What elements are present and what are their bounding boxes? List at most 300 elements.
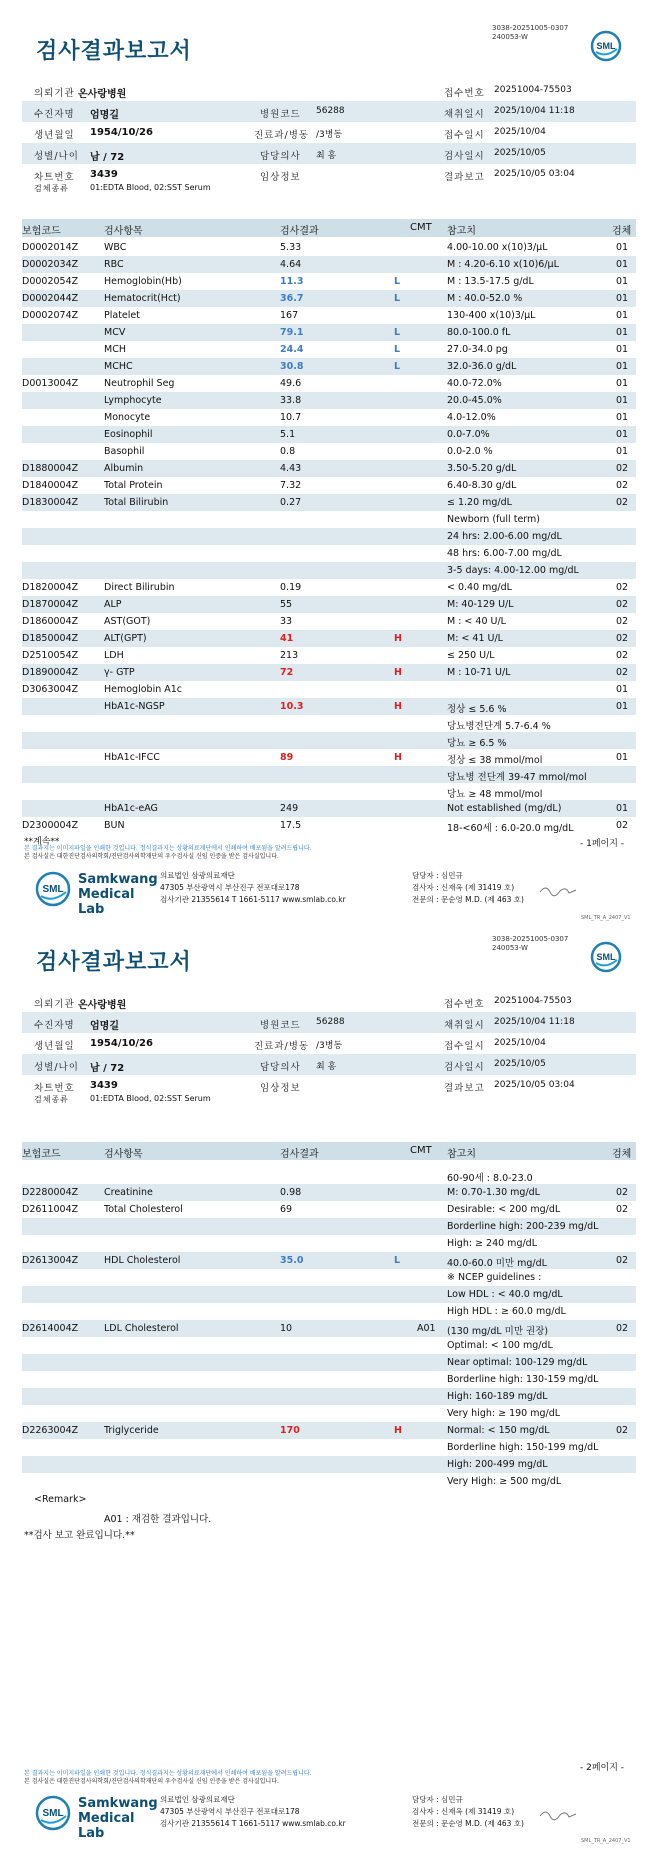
specimen-code: 01 <box>616 242 629 253</box>
reference-range: 6.40-8.30 g/dL <box>447 480 517 491</box>
test-name: Total Cholesterol <box>104 1204 183 1215</box>
label-ward: 진료과/병동 <box>254 1041 310 1052</box>
reference-range: Desirable: < 200 mg/dL <box>447 1204 561 1215</box>
hospital-name: 온사랑병원 <box>78 89 127 100</box>
test-result: 249 <box>280 803 299 814</box>
report-complete: **검사 보고 완료입니다.** <box>24 1530 135 1541</box>
results-table-page-1 <box>22 239 636 834</box>
specimen-code: 02 <box>616 497 629 508</box>
test-result: 170 <box>280 1425 300 1436</box>
table-row <box>22 273 636 290</box>
test-name: HbA1c-NGSP <box>104 701 165 712</box>
test-result: 10 <box>280 1323 293 1334</box>
specimen-types: 01:EDTA Blood, 02:SST Serum <box>90 183 211 192</box>
tested-date: 2025/10/05 <box>494 148 546 158</box>
test-result: 4.64 <box>280 259 302 270</box>
reference-range: 40.0-72.0% <box>447 378 502 389</box>
specimen-code: 01 <box>616 361 629 372</box>
table-row <box>22 256 636 273</box>
test-code: D0002044Z <box>22 293 79 304</box>
label-hospital-code: 병원코드 <box>260 109 301 120</box>
table-row <box>22 1252 636 1269</box>
test-name: HbA1c-IFCC <box>104 752 160 763</box>
specimen-code: 02 <box>616 820 629 831</box>
specimen-code: 01 <box>616 327 629 338</box>
reference-range: Normal: < 150 mg/dL <box>447 1425 550 1436</box>
table-row <box>22 817 636 834</box>
test-result: 69 <box>280 1204 293 1215</box>
reference-range: 0.0-2.0 % <box>447 446 493 457</box>
test-code: D1890004Z <box>22 667 79 678</box>
table-row <box>22 1405 636 1422</box>
reference-range: Very High: ≥ 500 mg/dL <box>447 1476 562 1487</box>
table-row <box>22 800 636 817</box>
label-collected: 채취일시 <box>444 109 485 120</box>
test-name: ALT(GPT) <box>104 633 147 644</box>
table-row <box>22 664 636 681</box>
test-result: 10.7 <box>280 412 302 423</box>
test-code: D2263004Z <box>22 1425 79 1436</box>
reference-range: 정상 ≤ 5.6 % <box>447 704 507 715</box>
table-row <box>22 443 636 460</box>
test-name: Albumin <box>104 463 144 474</box>
test-result: 41 <box>280 633 294 644</box>
specimen-code: 02 <box>616 582 629 593</box>
reference-range: 24 hrs: 2.00-6.00 mg/dL <box>447 531 562 542</box>
header-ref: 참고치 <box>447 1149 476 1160</box>
label-doctor: 담당의사 <box>260 1062 301 1073</box>
specimen-code: 01 <box>616 446 629 457</box>
reference-range: 당뇨병 전단계 39-47 mmol/mol <box>447 772 587 783</box>
collected-time: 2025/10/04 11:18 <box>494 106 575 116</box>
label-patient: 수진자명 <box>34 109 75 120</box>
blank-row <box>22 1612 636 1629</box>
table-row <box>22 392 636 409</box>
blank-row <box>22 1595 636 1612</box>
table-row <box>22 1167 636 1184</box>
reference-range: High HDL : ≥ 60.0 mg/dL <box>447 1306 566 1317</box>
header-result: 검사결과 <box>280 1149 319 1160</box>
reference-range: M: < 41 U/L <box>447 633 503 644</box>
test-name: MCHC <box>104 361 133 372</box>
table-row <box>22 1388 636 1405</box>
test-name: Lymphocyte <box>104 395 162 406</box>
signature-icon <box>538 882 578 898</box>
test-code: D1820004Z <box>22 582 79 593</box>
reference-range: 20.0-45.0% <box>447 395 502 406</box>
reference-range: M: 0.70-1.30 mg/dL <box>447 1187 540 1198</box>
reference-range: < 0.40 mg/dL <box>447 582 512 593</box>
test-name: Hematocrit(Hct) <box>104 293 181 304</box>
table-row <box>22 324 636 341</box>
test-result: 11.3 <box>280 276 304 287</box>
table-row <box>22 562 636 579</box>
test-name: Direct Bilirubin <box>104 582 175 593</box>
header-code: 보험코드 <box>22 226 61 237</box>
blank-row <box>22 1697 636 1714</box>
table-row <box>22 698 636 715</box>
test-code: D1840004Z <box>22 480 79 491</box>
footer-logo: SML Samkwang Medical Lab <box>34 870 154 908</box>
test-result: 17.5 <box>280 820 302 831</box>
report-title: 검사결과보고서 <box>36 39 192 64</box>
header-cmt: CMT <box>410 222 432 233</box>
label-hospital: 의뢰기관 <box>34 999 75 1010</box>
test-flag: L <box>394 1255 401 1266</box>
test-name: Total Bilirubin <box>104 497 169 508</box>
reference-range: 4.0-12.0% <box>447 412 496 423</box>
table-row <box>22 1439 636 1456</box>
test-result: 35.0 <box>280 1255 304 1266</box>
hospital-code: 56288 <box>316 1017 345 1027</box>
table-row <box>22 766 636 783</box>
disclaimer: 본 결과지는 이미지파일을 인쇄한 것입니다. 정식결과지는 상황의료재단에서 인쇄하여 배포됨을 알려드립니다. 본 검사실은 대한진단검사의학회/진단검사의학재단의 우수검사실 신임 인증을 받은 검사실입니다. <box>24 1770 312 1785</box>
blank-row <box>22 1493 636 1510</box>
test-result: 0.8 <box>280 446 296 457</box>
test-result: 79.1 <box>280 327 304 338</box>
specimen-code: 02 <box>616 1204 629 1215</box>
test-name: Platelet <box>104 310 140 321</box>
reference-range: High: 200-499 mg/dL <box>447 1459 548 1470</box>
reference-range: 3.50-5.20 g/dL <box>447 463 517 474</box>
test-code: D2613004Z <box>22 1255 79 1266</box>
table-row <box>22 1235 636 1252</box>
reference-range: 40.0-60.0 미만 mg/dL <box>447 1258 547 1269</box>
table-row <box>22 647 636 664</box>
reference-range: 60-90세 : 8.0-23.0 <box>447 1173 533 1184</box>
table-row <box>22 579 636 596</box>
label-sex-age: 성별/나이 <box>34 151 79 162</box>
footer-staff: 담당자 : 심민규 검사자 : 신재옥 (제 31419 호) 전문의 : 문순영 M.D. (제 463 호) <box>412 871 524 904</box>
hospital-name: 온사랑병원 <box>78 1000 127 1011</box>
table-row <box>22 1218 636 1235</box>
report-page-2 <box>0 925 655 1850</box>
continued-note: **계속** <box>24 837 60 847</box>
footer-staff: 담당자 : 심민규 검사자 : 신재옥 (제 31419 호) 전문의 : 문순영 M.D. (제 463 호) <box>412 1795 524 1828</box>
test-result: 0.27 <box>280 497 302 508</box>
table-row <box>22 1354 636 1371</box>
specimen-code: 02 <box>616 650 629 661</box>
test-name: LDL Cholesterol <box>104 1323 179 1334</box>
table-row <box>22 1286 636 1303</box>
ward: /3병동 <box>316 1041 343 1051</box>
reference-range: 당뇨 ≥ 6.5 % <box>447 738 507 749</box>
test-code: D1870004Z <box>22 599 79 610</box>
reference-range: Near optimal: 100-129 mg/dL <box>447 1357 588 1368</box>
reference-range: ※ NCEP guidelines : <box>447 1272 542 1283</box>
table-row <box>22 375 636 392</box>
table-row <box>22 732 636 749</box>
svg-text:SML: SML <box>596 41 616 51</box>
test-name: γ- GTP <box>104 667 135 678</box>
table-row <box>22 1201 636 1218</box>
reference-range: 80.0-100.0 fL <box>447 327 511 338</box>
test-name: Hemoglobin(Hb) <box>104 276 182 287</box>
blank-row <box>22 1680 636 1697</box>
specimen-code: 02 <box>616 599 629 610</box>
test-name: HbA1c-eAG <box>104 803 158 814</box>
table-row <box>22 1303 636 1320</box>
header-code: 보험코드 <box>22 1149 61 1160</box>
specimen-code: 01 <box>616 259 629 270</box>
footer-logo: SML Samkwang Medical Lab <box>34 1794 154 1832</box>
reference-range: Borderline high: 130-159 mg/dL <box>447 1374 599 1385</box>
reference-range: 48 hrs: 6.00-7.00 mg/dL <box>447 548 562 559</box>
results-table-page-2 <box>22 1167 636 1490</box>
table-row <box>22 783 636 800</box>
page-number: - 2페이지 - <box>580 1763 625 1773</box>
label-specimen: 검체종류 <box>34 1095 69 1104</box>
label-received: 접수일시 <box>444 130 485 141</box>
specimen-code: 01 <box>616 701 629 712</box>
reference-range: Low HDL : < 40.0 mg/dL <box>447 1289 563 1300</box>
specimen-code: 01 <box>616 752 629 763</box>
test-flag: H <box>394 667 402 678</box>
label-patient: 수진자명 <box>34 1020 75 1031</box>
test-code: D1880004Z <box>22 463 79 474</box>
reference-range: 32.0-36.0 g/dL <box>447 361 517 372</box>
specimen-code: 02 <box>616 667 629 678</box>
label-received: 접수일시 <box>444 1041 485 1052</box>
test-name: Total Protein <box>104 480 163 491</box>
test-name: MCV <box>104 327 126 338</box>
test-code: D1830004Z <box>22 497 79 508</box>
table-row <box>22 358 636 375</box>
specimen-code: 01 <box>616 293 629 304</box>
test-flag: L <box>394 276 401 287</box>
label-birth: 생년월일 <box>34 130 75 141</box>
test-flag: A01 <box>417 1323 436 1334</box>
patient-info <box>22 80 636 185</box>
ward: /3병동 <box>316 130 343 140</box>
test-result: 5.1 <box>280 429 296 440</box>
remark-text: A01 : 재검한 결과입니다. <box>104 1514 212 1525</box>
reference-range: 4.00-10.00 x(10)3/μL <box>447 242 548 253</box>
reference-range: Newborn (full term) <box>447 514 540 525</box>
header-item: 검사항목 <box>104 226 143 237</box>
label-chart-no: 차트번호 <box>34 1083 75 1094</box>
specimen-code: 02 <box>616 633 629 644</box>
test-result: 49.6 <box>280 378 302 389</box>
blank-row <box>22 1714 636 1731</box>
table-row <box>22 681 636 698</box>
specimen-types: 01:EDTA Blood, 02:SST Serum <box>90 1094 211 1103</box>
table-row <box>22 477 636 494</box>
test-result: 0.19 <box>280 582 302 593</box>
blank-row <box>22 1629 636 1646</box>
table-row <box>22 1456 636 1473</box>
table-row <box>22 511 636 528</box>
table-row <box>22 1337 636 1354</box>
table-row <box>22 460 636 477</box>
test-flag: H <box>394 752 402 763</box>
test-result: 4.43 <box>280 463 302 474</box>
reference-range: M: 40-129 U/L <box>447 599 514 610</box>
label-tested: 검사일시 <box>444 151 485 162</box>
receipt-no: 20251004-75503 <box>494 85 572 95</box>
table-row <box>22 613 636 630</box>
reference-range: 18-<60세 : 6.0-20.0 mg/dL <box>447 823 574 834</box>
label-receipt-no: 접수번호 <box>444 88 485 99</box>
test-name: WBC <box>104 242 127 253</box>
sml-logo-icon <box>590 941 622 973</box>
disclaimer: 본 결과지는 이미지파일을 인쇄한 것입니다. 정식결과지는 상황의료재단에서 인쇄하여 배포됨을 알려드립니다. 본 검사실은 대한진단검사의학회/진단검사의학재단의 우수검사실 신임 인증을 받은 검사실입니다. <box>24 845 312 860</box>
test-code: D1850004Z <box>22 633 79 644</box>
specimen-code: 01 <box>616 310 629 321</box>
patient-info <box>22 991 636 1096</box>
table-header <box>22 219 636 237</box>
sex-age: 남 / 72 <box>90 152 125 163</box>
test-result: 33.8 <box>280 395 302 406</box>
test-name: Triglyceride <box>104 1425 159 1436</box>
test-result: 72 <box>280 667 294 678</box>
collected-time: 2025/10/04 11:18 <box>494 1017 575 1027</box>
reference-range: M : < 40 U/L <box>447 616 506 627</box>
label-specimen: 검체종류 <box>34 184 69 193</box>
sml-logo-icon <box>590 30 622 62</box>
chart-no: 3439 <box>90 169 118 180</box>
specimen-code: 02 <box>616 480 629 491</box>
test-name: RBC <box>104 259 124 270</box>
doctor: 최 홍 <box>316 151 337 161</box>
test-code: D1860004Z <box>22 616 79 627</box>
test-name: Basophil <box>104 446 145 457</box>
test-code: D2510054Z <box>22 650 79 661</box>
birth-date: 1954/10/26 <box>90 1038 153 1049</box>
blank-row <box>22 1663 636 1680</box>
barcode-id: 3038-20251005-0307 240053-W <box>492 935 569 952</box>
test-flag: L <box>394 344 401 355</box>
reference-range: 130-400 x(10)3/μL <box>447 310 536 321</box>
form-code: SML_TR_A_2407_V1 <box>581 1838 631 1844</box>
test-code: D2280004Z <box>22 1187 79 1198</box>
test-name: LDH <box>104 650 124 661</box>
test-result: 24.4 <box>280 344 304 355</box>
reference-range: High: ≥ 240 mg/dL <box>447 1238 537 1249</box>
table-row <box>22 1269 636 1286</box>
form-code: SML_TR_A_2407_V1 <box>581 915 631 921</box>
test-result: 10.3 <box>280 701 304 712</box>
test-result: 0.98 <box>280 1187 302 1198</box>
test-name: Monocyte <box>104 412 151 423</box>
test-code: D2614004Z <box>22 1323 79 1334</box>
test-code: D0013004Z <box>22 378 79 389</box>
specimen-code: 02 <box>616 1425 629 1436</box>
sex-age: 남 / 72 <box>90 1063 125 1074</box>
reference-range: 당뇨병전단계 5.7-6.4 % <box>447 721 551 732</box>
test-code: D2300004Z <box>22 820 79 831</box>
hospital-code: 56288 <box>316 106 345 116</box>
specimen-code: 02 <box>616 616 629 627</box>
reference-range: Not established (mg/dL) <box>447 803 562 814</box>
label-clinical-info: 임상정보 <box>260 172 301 183</box>
test-result: 33 <box>280 616 293 627</box>
test-result: 89 <box>280 752 294 763</box>
test-flag: L <box>394 327 401 338</box>
barcode-id: 3038-20251005-0307 240053-W <box>492 24 569 41</box>
reference-range: Borderline high: 150-199 mg/dL <box>447 1442 599 1453</box>
label-collected: 채취일시 <box>444 1020 485 1031</box>
table-row <box>22 715 636 732</box>
reference-range: 0.0-7.0% <box>447 429 490 440</box>
table-row <box>22 596 636 613</box>
label-receipt-no: 접수번호 <box>444 999 485 1010</box>
table-row <box>22 341 636 358</box>
header-cmt: CMT <box>410 1145 432 1156</box>
footer-address: 의료법인 삼광의료재단 47305 부산광역시 부산진구 전포대로178 검사기관 21355614 T 1661-5117 www.smlab.co.kr <box>160 871 346 904</box>
sml-footer-logo-icon <box>34 870 72 908</box>
header-ref: 참고치 <box>447 226 476 237</box>
table-header <box>22 1142 636 1160</box>
reported-time: 2025/10/05 03:04 <box>494 169 575 179</box>
received-date: 2025/10/04 <box>494 1038 546 1048</box>
table-row <box>22 1184 636 1201</box>
specimen-code: 01 <box>616 412 629 423</box>
test-result: 36.7 <box>280 293 304 304</box>
label-hospital: 의뢰기관 <box>34 88 75 99</box>
chart-no: 3439 <box>90 1080 118 1091</box>
label-reported: 결과보고 <box>444 172 485 183</box>
label-clinical-info: 임상정보 <box>260 1083 301 1094</box>
table-row <box>22 494 636 511</box>
label-sex-age: 성별/나이 <box>34 1062 79 1073</box>
label-chart-no: 차트번호 <box>34 172 75 183</box>
table-row <box>22 1473 636 1490</box>
test-name: BUN <box>104 820 125 831</box>
specimen-code: 01 <box>616 378 629 389</box>
specimen-code: 02 <box>616 463 629 474</box>
footer-address: 의료법인 삼광의료재단 47305 부산광역시 부산진구 전포대로178 검사기관 21355614 T 1661-5117 www.smlab.co.kr <box>160 1795 346 1828</box>
specimen-code: 01 <box>616 684 629 695</box>
test-name: Creatinine <box>104 1187 153 1198</box>
test-code: D0002074Z <box>22 310 79 321</box>
test-result: 30.8 <box>280 361 304 372</box>
specimen-code: 01 <box>616 803 629 814</box>
reference-range: 3-5 days: 4.00-12.00 mg/dL <box>447 565 579 576</box>
blank-row <box>22 1646 636 1663</box>
test-result: 167 <box>280 310 299 321</box>
test-code: D0002054Z <box>22 276 79 287</box>
reference-range: Very high: ≥ 190 mg/dL <box>447 1408 561 1419</box>
blank-row <box>22 1561 636 1578</box>
reference-range: Borderline high: 200-239 mg/dL <box>447 1221 599 1232</box>
specimen-code: 02 <box>616 1187 629 1198</box>
received-date: 2025/10/04 <box>494 127 546 137</box>
patient-name: 엄명길 <box>90 110 119 121</box>
test-name: HDL Cholesterol <box>104 1255 181 1266</box>
test-name: Eosinophil <box>104 429 153 440</box>
specimen-code: 01 <box>616 429 629 440</box>
specimen-code: 01 <box>616 344 629 355</box>
test-name: AST(GOT) <box>104 616 151 627</box>
reference-range: 당뇨 ≥ 48 mmol/mol <box>447 789 543 800</box>
table-row <box>22 409 636 426</box>
test-name: Neutrophil Seg <box>104 378 175 389</box>
label-doctor: 담당의사 <box>260 151 301 162</box>
doctor: 최 홍 <box>316 1062 337 1072</box>
header-spec: 검체 <box>612 226 632 237</box>
reference-range: M : 13.5-17.5 g/dL <box>447 276 534 287</box>
reference-range: ≤ 250 U/L <box>447 650 495 661</box>
report-title: 검사결과보고서 <box>36 950 192 975</box>
test-code: D3063004Z <box>22 684 79 695</box>
test-flag: H <box>394 1425 402 1436</box>
page-number: - 1페이지 - <box>580 839 625 849</box>
test-result: 7.32 <box>280 480 302 491</box>
blank-row <box>22 1578 636 1595</box>
reported-time: 2025/10/05 03:04 <box>494 1080 575 1090</box>
table-row <box>22 1320 636 1337</box>
